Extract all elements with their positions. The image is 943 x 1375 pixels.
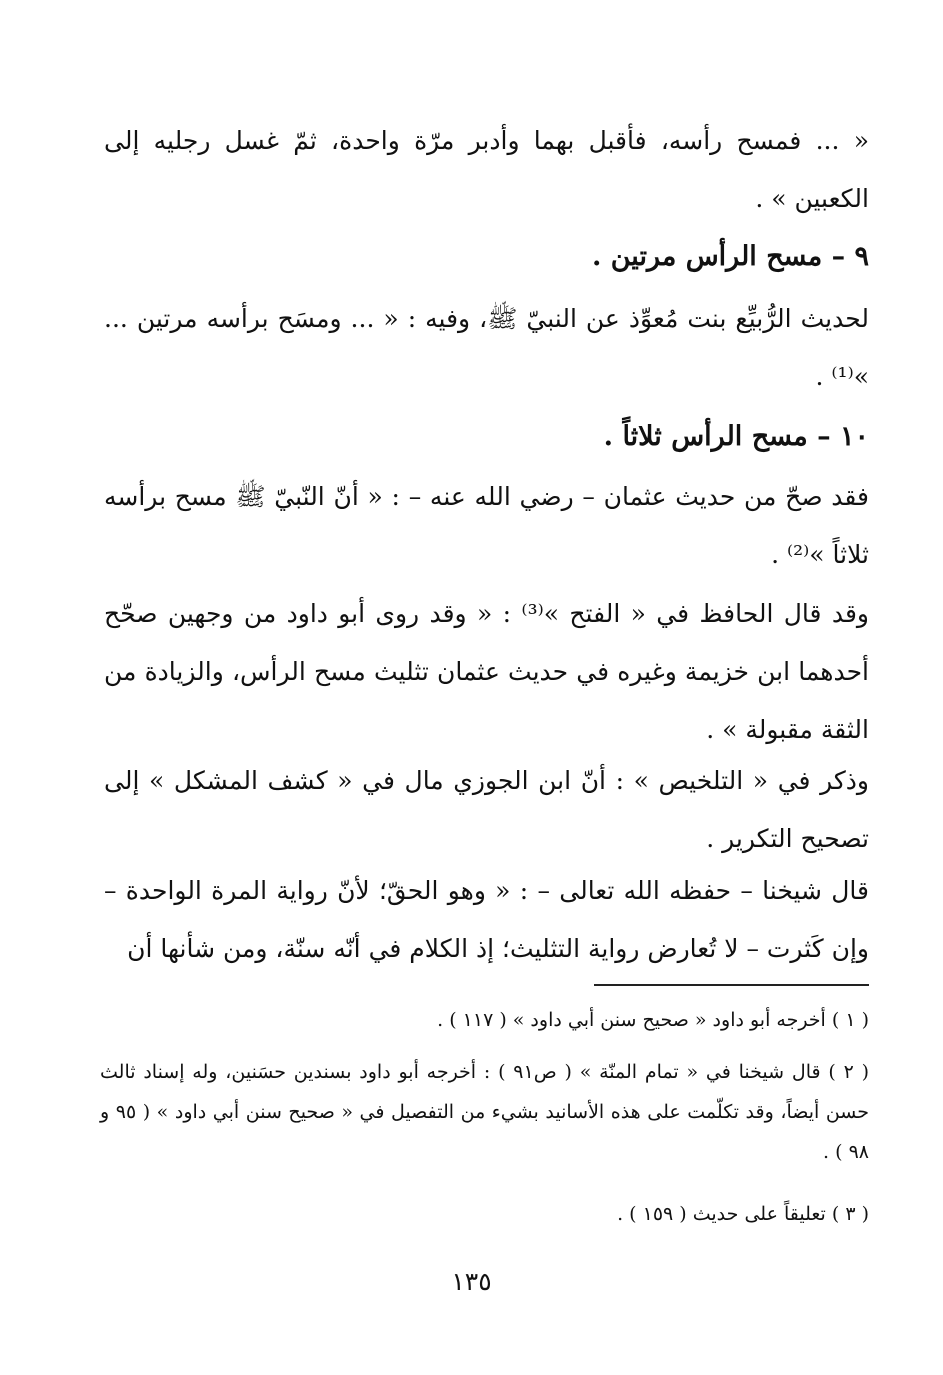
page-number: ١٣٥: [451, 1267, 492, 1296]
paragraph-uthman-hadith: فقد صحّ من حديث عثمان – رضي الله عنه – : « أنّ النّبيّ ﷺ مسح برأسه ثلاثاً »⁽²⁾ .: [104, 482, 869, 569]
paragraph-fath-quote: وقد قال الحافظ في « الفتح »⁽³⁾ : « وقد روى أبو داود من وجهين صحّح أحدهما ابن خزيمة وغيره في حديث عثمان تثليث مسح الرأس، والزيادة من الثقة مقبولة » .: [104, 599, 869, 744]
paragraph-talkhis: وذكر في « التلخيص » : أنّ ابن الجوزي مال في « كشف المشكل » إلى تصحيح التكرير .: [104, 766, 869, 853]
footnote-3: ( ٣ ) تعليقاً على حديث ( ١٥٩ ) .: [617, 1203, 869, 1225]
footnote-1: ( ١ ) أخرجه أبو داود « صحيح سنن أبي داود » ( ١١٧ ) .: [437, 1009, 869, 1031]
section-heading-9: ٩ – مسح الرأس مرتين .: [591, 241, 869, 272]
footnote-2: ( ٢ ) قال شيخنا في « تمام المنّة » ( ص٩١ ) : أخرجه أبو داود بسندين حسَنين، وله إسناد ثالث حسن أيضاً، وقد تكلّمت على هذه الأسانيد بشيء من التفصيل في « صحيح سنن أبي داود » ( ٩٥ و ٩٨ ) .: [100, 1061, 870, 1163]
paragraph-rubayyi-hadith: لحديث الرُّبيِّع بنت مُعوِّذ عن النبيّ ﷺ، وفيه : « ... ومسَح برأسه مرتين ... »⁽¹⁾ .: [104, 304, 869, 391]
paragraph-wudu-head-feet: « ... فمسح رأسه، فأقبل بهما وأدبر مرّة واحدة، ثمّ غسل رجليه إلى الكعبين » .: [104, 126, 869, 213]
section-heading-10: ١٠ – مسح الرأس ثلاثاً .: [603, 421, 869, 452]
footnote-separator: [594, 984, 869, 986]
paragraph-shaykh-quote: قال شيخنا – حفظه الله تعالى – : « وهو الحقّ؛ لأنّ رواية المرة الواحدة – وإن كَثرت – لا تُعارض رواية التثليث؛ إذ الكلام في أنّه سنّة، ومن شأنها أن: [104, 876, 869, 963]
